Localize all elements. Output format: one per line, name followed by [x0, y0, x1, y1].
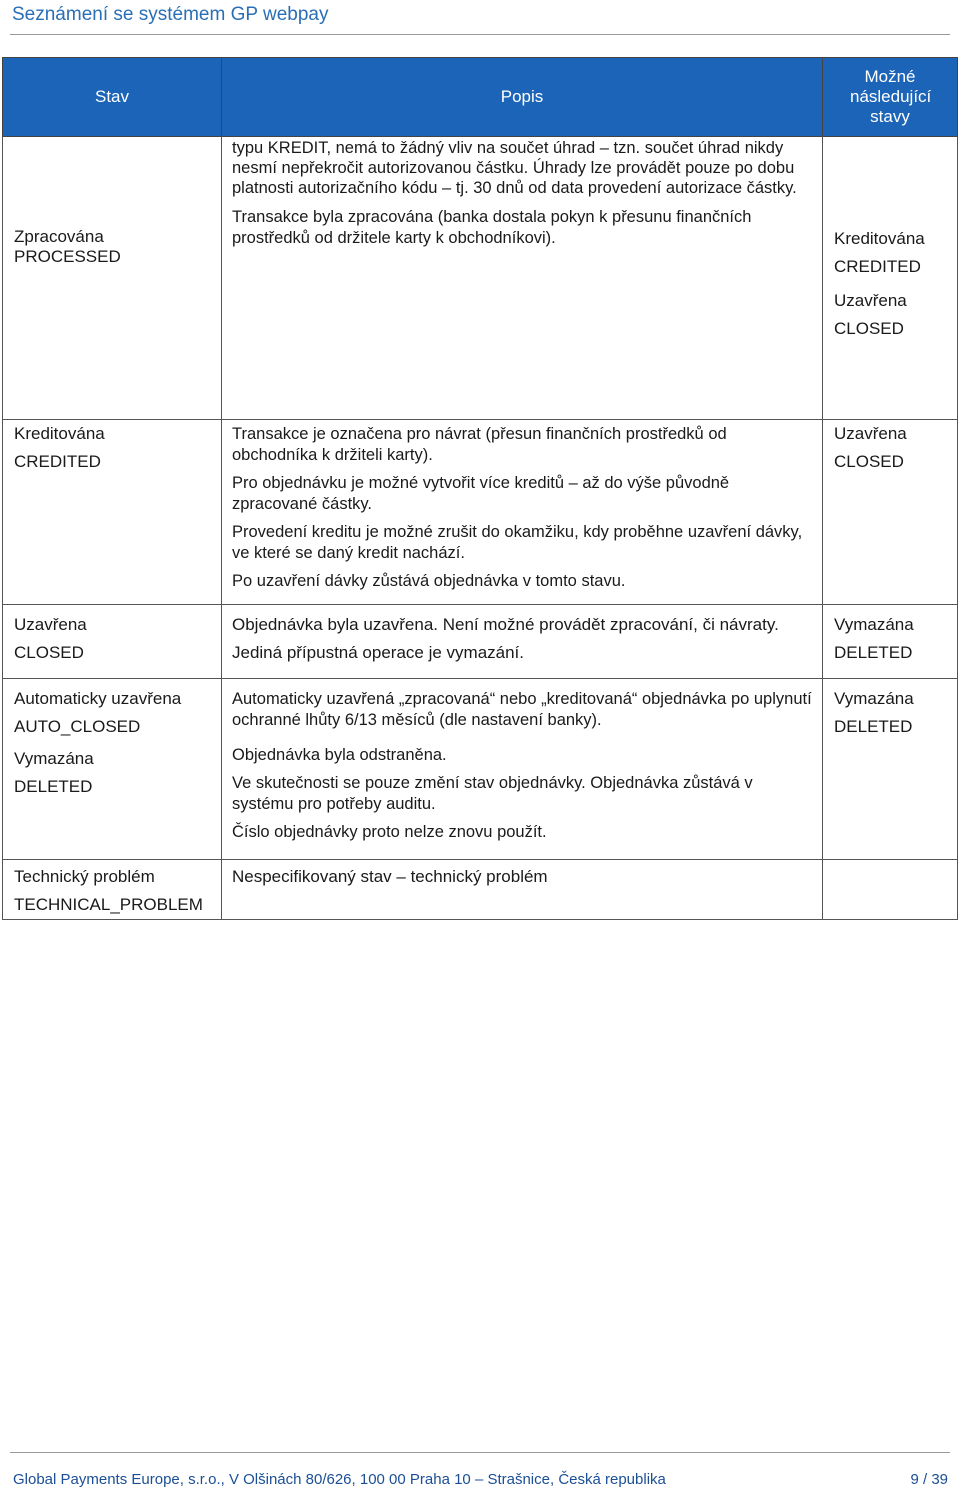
description-continuation: typu KREDIT, nemá to žádný vliv na součet úhrad – tzn. součet úhrad nikdy nesmí nepřekročit autorizovanou částku. Úhrady lze provádět pouze po dobu platnosti autorizačního kódu – tj. 30 dnů od data provedení autorizace částky.: [232, 139, 797, 197]
state-code: AUTO_CLOSED: [14, 717, 141, 736]
table-row: [3, 605, 958, 679]
state-cell: [3, 605, 222, 679]
next-state-label: Kreditována: [834, 229, 925, 248]
table-row: [3, 420, 958, 605]
order-states-table-container: [2, 57, 957, 920]
next-state-label: Uzavřena: [834, 291, 907, 310]
description-cell: [222, 420, 823, 605]
description-line: Nespecifikovaný stav – technický problém: [232, 866, 548, 886]
state-code: DELETED: [14, 777, 93, 796]
next-states-cell: [823, 137, 958, 420]
description-paragraph: Transakce je označena pro návrat (přesun finančních prostředků od obchodníka k držiteli karty).: [232, 425, 727, 464]
description-paragraph: Ve skutečnosti se pouze změní stav objednávky. Objednávka zůstává v systému pro potřeby auditu.: [232, 774, 753, 813]
state-label-cs: Vymazána: [14, 749, 94, 768]
description-cell: [222, 741, 823, 859]
header-divider: [10, 34, 950, 35]
column-header-description: Popis: [222, 58, 823, 137]
state-cell: [3, 679, 222, 742]
state-code: CREDITED: [14, 452, 101, 471]
next-state-code: CREDITED: [834, 257, 921, 276]
next-states-cell: [823, 420, 958, 605]
next-states-cell: [823, 605, 958, 679]
state-label-cs: Automaticky uzavřena: [14, 689, 182, 708]
footer-page-number: 9 / 39: [910, 1471, 948, 1488]
next-states-cell: [823, 679, 958, 742]
description-paragraph: Po uzavření dávky zůstává objednávka v tomto stavu.: [232, 572, 626, 590]
next-state-label: Uzavřena: [834, 424, 907, 443]
description-cell: [222, 137, 823, 420]
description-paragraph: Číslo objednávky proto nelze znovu použít.: [232, 823, 547, 841]
next-state-code: DELETED: [834, 717, 913, 736]
next-states-cell: [823, 741, 958, 859]
description-line: Jediná přípustná operace je vymazání.: [232, 643, 525, 662]
description-cell: [222, 605, 823, 679]
description-paragraph: Automaticky uzavřená „zpracovaná“ nebo „kreditovaná“ objednávka po uplynutí ochranné lhůty 6/13 měsíců (dle nastavení banky).: [232, 690, 812, 729]
state-label-cs: Uzavřena: [14, 615, 87, 634]
description-paragraph: Provedení kreditu je možné zrušit do okamžiku, kdy proběhne uzavření dávky, ve které se daný kredit nachází.: [232, 523, 803, 562]
state-code: CLOSED: [14, 643, 84, 662]
next-state-code: DELETED: [834, 643, 913, 662]
state-code: PROCESSED: [14, 247, 121, 266]
state-label-cs: Zpracována: [14, 227, 104, 246]
next-state-label: Vymazána: [834, 689, 914, 708]
table-row: [3, 741, 958, 859]
description-line: Objednávka byla uzavřena. Není možné provádět zpracování, či návraty.: [232, 615, 779, 634]
table-row: [3, 679, 958, 742]
state-label-cs: Technický problém: [14, 866, 155, 886]
column-header-next-states: Možné následující stavy: [823, 58, 958, 137]
description-cell: [222, 679, 823, 742]
next-state-code: CLOSED: [834, 452, 904, 471]
footer-company-address: Global Payments Europe, s.r.o., V Olšinách 80/626, 100 00 Praha 10 – Strašnice, Česká republika: [13, 1471, 666, 1488]
next-state-code: CLOSED: [834, 319, 904, 338]
state-code: TECHNICAL_PROBLEM: [14, 894, 203, 914]
column-header-state: Stav: [3, 58, 222, 137]
table-row: [3, 137, 958, 420]
description-cell: [222, 859, 823, 919]
table-header-row: [3, 58, 958, 137]
table-row: [3, 859, 958, 919]
description-paragraph: Transakce byla zpracována (banka dostala pokyn k přesunu finančních prostředků od držitele karty k obchodníkovi).: [232, 208, 752, 247]
state-label-cs: Kreditována: [14, 424, 105, 443]
state-cell: [3, 859, 222, 919]
state-cell: [3, 137, 222, 420]
description-paragraph: Objednávka byla odstraněna.: [232, 746, 447, 764]
state-cell: [3, 420, 222, 605]
next-states-cell: [823, 859, 958, 919]
footer-divider: [10, 1452, 950, 1453]
order-states-table: [2, 57, 958, 920]
document-header-title: Seznámení se systémem GP webpay: [12, 4, 329, 25]
state-cell: [3, 741, 222, 859]
next-state-label: Vymazána: [834, 615, 914, 634]
description-paragraph: Pro objednávku je možné vytvořit více kreditů – až do výše původně zpracované částky.: [232, 474, 730, 513]
